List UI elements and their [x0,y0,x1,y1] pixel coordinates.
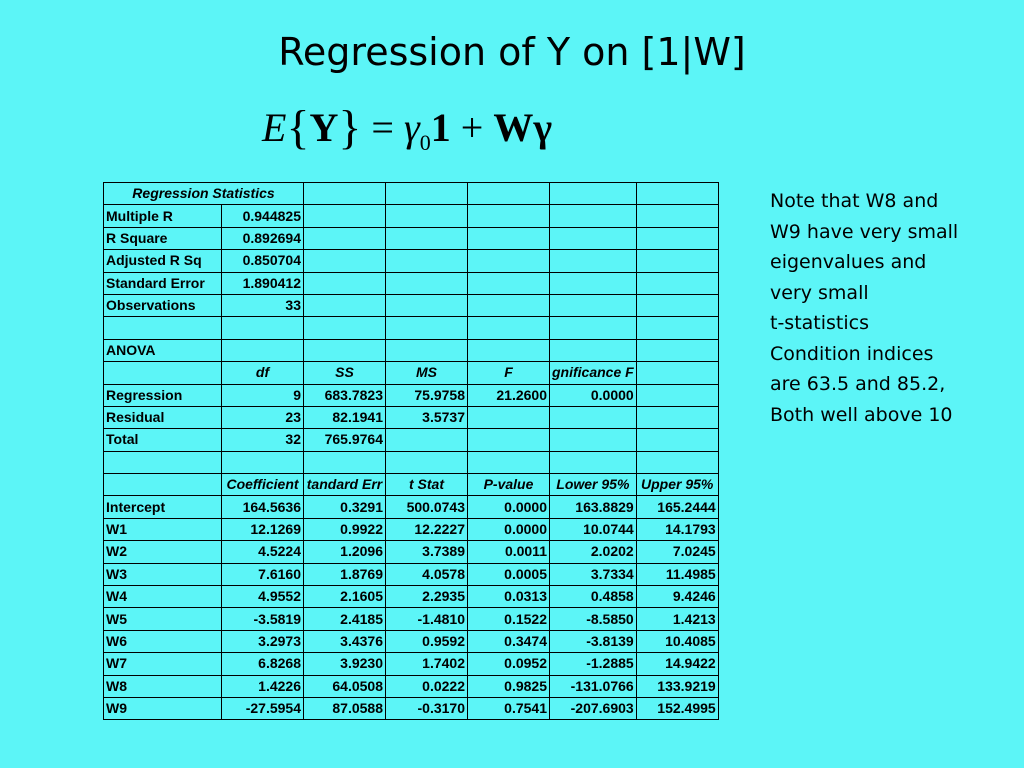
empty-cell [636,183,718,205]
empty-cell [550,451,637,473]
coefficient-value: 14.9422 [636,653,718,675]
empty-cell [636,429,718,451]
coefficient-row [104,608,719,630]
coefficient-value: 2.1605 [304,586,386,608]
coefficient-value: 12.2227 [386,518,468,540]
coefficient-value: 0.0011 [468,541,550,563]
anova-value [550,429,637,451]
empty-cell [386,227,468,249]
empty-cell [468,339,550,361]
coefficient-value: 2.4185 [304,608,386,630]
coefficient-value: 0.4858 [550,586,637,608]
empty-cell [550,294,637,316]
regression-statistic-row [104,294,719,316]
coefficient-row-label: W6 [104,630,222,652]
equation-equals: = [371,105,394,150]
coefficient-row-label: W4 [104,586,222,608]
equation-expectation: E [262,105,287,150]
empty-cell [468,272,550,294]
anova-value: 3.5737 [386,406,468,428]
equation-plus: + [460,105,484,150]
coefficient-value: 0.9825 [468,675,550,697]
empty-cell [468,317,550,339]
anova-value: 9 [222,384,304,406]
anova-label-row [104,339,719,361]
anova-value: 765.9764 [304,429,386,451]
empty-cell [304,317,386,339]
coefficient-row [104,653,719,675]
statistic-label: Standard Error [104,272,222,294]
empty-cell [304,250,386,272]
coefficient-value: 0.0005 [468,563,550,585]
empty-cell [636,294,718,316]
anova-value [468,406,550,428]
coefficient-row-label: W9 [104,697,222,719]
coefficient-value: 163.8829 [550,496,637,518]
coefficient-value: 2.2935 [386,586,468,608]
empty-cell [304,451,386,473]
coefficient-value: 164.5636 [222,496,304,518]
coefficient-row [104,496,719,518]
coefficient-value: -131.0766 [550,675,637,697]
empty-cell [550,250,637,272]
coefficient-value: 87.0588 [304,697,386,719]
empty-cell [304,272,386,294]
coefficients-column-header: Coefficient [222,474,304,496]
statistic-value: 33 [222,294,304,316]
coefficient-value: 4.5224 [222,541,304,563]
coefficient-value: 2.0202 [550,541,637,563]
empty-cell [468,183,550,205]
coefficient-value: 0.7541 [468,697,550,719]
coefficient-value: 64.0508 [304,675,386,697]
empty-cell [636,272,718,294]
empty-cell [386,339,468,361]
anova-value: 21.2600 [468,384,550,406]
empty-cell [468,205,550,227]
empty-cell [104,451,222,473]
regression-equation [262,100,552,171]
coefficients-column-header: Lower 95% [550,474,637,496]
coefficient-value: 3.4376 [304,630,386,652]
note-line: Condition indices [770,342,934,365]
anova-value [550,406,637,428]
coefficient-row-label: W8 [104,675,222,697]
empty-cell [636,205,718,227]
empty-cell [550,227,637,249]
empty-cell [636,384,718,406]
regression-statistics-title: Regression Statistics [104,183,304,205]
coefficient-value: 7.6160 [222,563,304,585]
coefficient-value: 0.0313 [468,586,550,608]
statistic-value: 0.850704 [222,250,304,272]
coefficient-value: 133.9219 [636,675,718,697]
slide-title: Regression of Y on [1|W] [278,30,746,74]
coefficient-row-label: W7 [104,653,222,675]
note-line: Both well above 10 [770,403,953,426]
coefficient-value: -3.8139 [550,630,637,652]
anova-column-header: gnificance F [550,362,637,384]
regression-statistic-row [104,250,719,272]
coefficient-row-label: Intercept [104,496,222,518]
coefficient-value: 11.4985 [636,563,718,585]
empty-cell [104,474,222,496]
coefficient-value: 0.0000 [468,518,550,540]
empty-cell [304,205,386,227]
note-line: Note that W8 and [770,190,939,212]
statistic-label: Observations [104,294,222,316]
coefficient-value: -27.5954 [222,697,304,719]
coefficient-row [104,541,719,563]
coefficient-row [104,697,719,719]
regression-statistics-header-row [104,183,719,205]
coefficient-value: 1.4213 [636,608,718,630]
coefficient-value: 0.0952 [468,653,550,675]
coefficient-row [104,586,719,608]
coefficient-value: 3.2973 [222,630,304,652]
coefficient-value: 0.3291 [304,496,386,518]
empty-cell [468,227,550,249]
coefficient-value: 0.9922 [304,518,386,540]
empty-cell [468,294,550,316]
anova-header-row [104,362,719,384]
coefficient-row [104,563,719,585]
anova-column-header: df [222,362,304,384]
empty-cell [636,339,718,361]
coefficient-row-label: W5 [104,608,222,630]
equation-left-brace: { [286,101,310,154]
coefficient-value: 10.0744 [550,518,637,540]
statistic-label: Multiple R [104,205,222,227]
regression-statistic-row [104,205,719,227]
empty-cell [550,205,637,227]
coefficient-value: 1.2096 [304,541,386,563]
coefficient-row [104,630,719,652]
anova-column-header: SS [304,362,386,384]
coefficient-row-label: W2 [104,541,222,563]
statistic-label: Adjusted R Sq [104,250,222,272]
empty-cell [304,339,386,361]
anova-row [104,384,719,406]
coefficient-value: 0.3474 [468,630,550,652]
anova-value: 75.9758 [386,384,468,406]
equation-gamma-zero: γ [403,105,420,150]
equation-subscript-zero: 0 [419,130,431,155]
coefficient-value: 0.0222 [386,675,468,697]
coefficient-value: 152.4995 [636,697,718,719]
anova-column-header: F [468,362,550,384]
coefficients-column-header: tandard Err [304,474,386,496]
note-line: are 63.5 and 85.2, [770,373,946,395]
coefficient-value: 6.8268 [222,653,304,675]
equation-right-brace: } [338,101,362,154]
empty-cell [386,183,468,205]
side-note [770,186,1010,430]
coefficient-value: 0.0000 [468,496,550,518]
coefficient-row-label: W1 [104,518,222,540]
empty-cell [304,227,386,249]
coefficient-row [104,518,719,540]
empty-cell [636,406,718,428]
coefficient-value: -3.5819 [222,608,304,630]
empty-cell [386,250,468,272]
anova-label: ANOVA [104,339,222,361]
regression-output-table [103,182,719,720]
coefficient-value: 3.7389 [386,541,468,563]
anova-value: 32 [222,429,304,451]
coefficients-column-header: Upper 95% [636,474,718,496]
coefficients-column-header: P-value [468,474,550,496]
coefficient-value: 165.2444 [636,496,718,518]
coefficient-value: 14.1793 [636,518,718,540]
note-line: eigenvalues and [770,251,927,273]
note-line: very small [770,281,869,304]
empty-cell [386,272,468,294]
coefficients-header-row [104,474,719,496]
empty-cell [550,317,637,339]
table-body [104,183,719,720]
note-line: t-statistics [770,312,869,334]
equation-one-vector: 1 [430,105,451,150]
coefficient-value: 10.4085 [636,630,718,652]
anova-row-label: Total [104,429,222,451]
statistic-label: R Square [104,227,222,249]
coefficient-value: 1.4226 [222,675,304,697]
coefficient-value: -8.5850 [550,608,637,630]
empty-cell [468,250,550,272]
empty-cell [636,317,718,339]
anova-row [104,406,719,428]
regression-statistic-row [104,227,719,249]
coefficient-value: 9.4246 [636,586,718,608]
empty-cell [304,183,386,205]
coefficient-value: 4.0578 [386,563,468,585]
blank-row [104,451,719,473]
coefficient-value: 1.7402 [386,653,468,675]
empty-cell [636,227,718,249]
empty-cell [550,183,637,205]
empty-cell [636,451,718,473]
empty-cell [222,451,304,473]
coefficient-value: -1.4810 [386,608,468,630]
statistic-value: 0.892694 [222,227,304,249]
equation-y-vector: Y [309,105,339,150]
coefficient-value: 0.9592 [386,630,468,652]
empty-cell [468,451,550,473]
coefficient-value: 1.8769 [304,563,386,585]
empty-cell [550,272,637,294]
anova-value [468,429,550,451]
empty-cell [104,362,222,384]
anova-value [386,429,468,451]
coefficient-value: 3.9230 [304,653,386,675]
coefficient-row-label: W3 [104,563,222,585]
coefficients-column-header: t Stat [386,474,468,496]
empty-cell [636,250,718,272]
note-line: W9 have very small [770,220,959,243]
equation-w-matrix: W [493,105,534,150]
coefficient-value: 0.1522 [468,608,550,630]
anova-column-header: MS [386,362,468,384]
coefficient-value: 4.9552 [222,586,304,608]
coefficient-value: -1.2885 [550,653,637,675]
coefficient-value: 500.0743 [386,496,468,518]
empty-cell [222,339,304,361]
empty-cell [386,317,468,339]
empty-cell [636,362,718,384]
empty-cell [104,317,222,339]
anova-row-label: Residual [104,406,222,428]
empty-cell [386,294,468,316]
anova-row [104,429,719,451]
statistic-value: 0.944825 [222,205,304,227]
coefficient-value: 3.7334 [550,563,637,585]
anova-row-label: Regression [104,384,222,406]
equation-gamma-vector: γ [533,105,553,150]
empty-cell [550,339,637,361]
coefficient-value: -0.3170 [386,697,468,719]
anova-value: 82.1941 [304,406,386,428]
coefficient-value: 7.0245 [636,541,718,563]
statistic-value: 1.890412 [222,272,304,294]
blank-row [104,317,719,339]
coefficient-value: 12.1269 [222,518,304,540]
anova-value: 0.0000 [550,384,637,406]
empty-cell [386,451,468,473]
anova-value: 683.7823 [304,384,386,406]
regression-statistic-row [104,272,719,294]
empty-cell [386,205,468,227]
anova-value: 23 [222,406,304,428]
coefficient-value: -207.6903 [550,697,637,719]
coefficient-row [104,675,719,697]
regression-output-table-wrap [103,182,719,720]
empty-cell [222,317,304,339]
empty-cell [304,294,386,316]
